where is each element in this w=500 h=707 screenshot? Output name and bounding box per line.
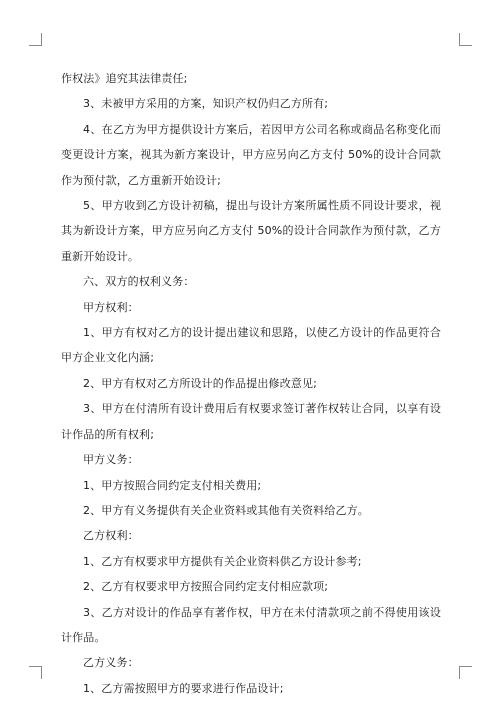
crop-mark-bottom-left [29,666,42,679]
paragraph: 1、乙方需按照甲方的要求进行作品设计; [83,681,284,695]
subsection-heading: 甲方权利： [83,300,139,314]
paragraph: 5、甲方收到乙方设计初稿，提出与设计方案所属性质不同设计要求，视其为新设计方案，甲方应另向乙方支付 50%的设计合同款作为预付款，乙方重新开始设计。 [61,199,441,263]
subsection-heading: 乙方义务： [83,656,139,670]
paragraph: 1、甲方有权对乙方的设计提出建议和思路，以使乙方设计的作品更符合甲方企业文化内涵; [61,326,441,365]
paragraph: 作权法》追究其法律责任; [61,72,188,85]
crop-mark-bottom-right [459,666,472,679]
crop-mark-top-right [459,33,472,46]
paragraph: 2、甲方有义务提供有关企业资料或其他有关资料给乙方。 [83,503,369,517]
paragraph: 3、未被甲方采用的方案，知识产权仍归乙方所有; [83,97,329,111]
crop-mark-top-left [29,33,42,46]
paragraph: 4、在乙方为甲方提供设计方案后，若因甲方公司名称或商品名称变化而变更设计方案，视其为新方案设计，甲方应另向乙方支付 50%的设计合同款作为预付款，乙方重新开始设计; [61,122,441,187]
paragraph: 3、甲方在付清所有设计费用后有权要求签订著作权转让合同，以享有设计作品的所有权利; [61,402,441,441]
section-heading: 六、双方的权利义务： [83,275,195,289]
paragraph: 2、甲方有权对乙方所设计的作品提出修改意见; [83,376,318,390]
paragraph: 3、乙方对设计的作品享有著作权，甲方在未付清款项之前不得使用该设计作品。 [61,605,441,644]
subsection-heading: 乙方权利： [83,529,139,543]
paragraph: 2、乙方有权要求甲方按照合同约定支付相应款项; [83,580,329,594]
paragraph: 1、甲方按照合同约定支付相关费用; [83,478,262,492]
paragraph: 1、乙方有权要求甲方提供有关企业资料供乙方设计参考; [83,554,362,568]
subsection-heading: 甲方义务： [83,453,139,467]
document-body [61,66,441,701]
